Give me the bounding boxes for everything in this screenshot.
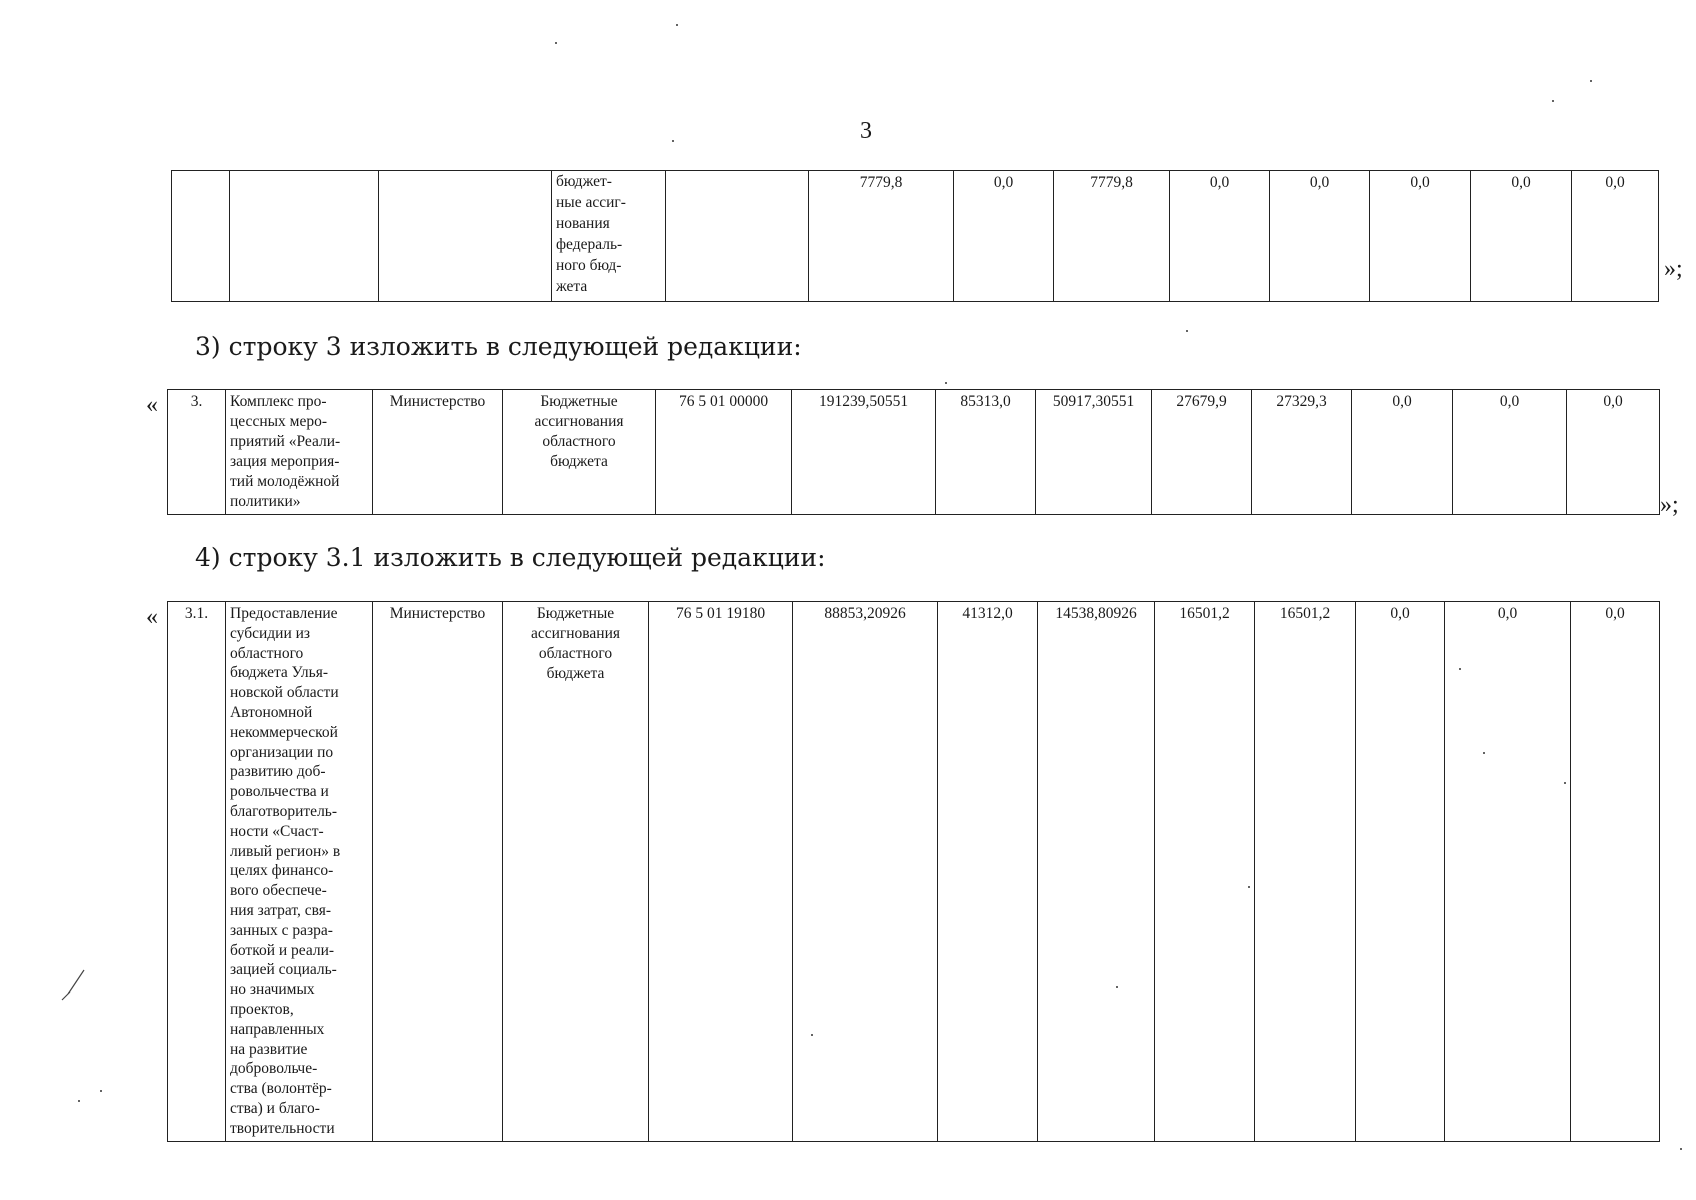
cell-value: 0,0 [1445, 602, 1571, 1142]
cell-value: 85313,0 [936, 390, 1036, 515]
scan-speck [1564, 782, 1566, 784]
cell-name [230, 171, 379, 302]
scan-speck [676, 24, 678, 26]
scan-speck [1552, 100, 1554, 102]
scan-speck [945, 382, 947, 384]
cell-value: 0,0 [1170, 171, 1270, 302]
scan-speck [1680, 1148, 1682, 1150]
instruction-row-3-1: 4) строку 3.1 изложить в следующей редакции: [195, 543, 826, 572]
cell-value: 0,0 [954, 171, 1054, 302]
scan-speck [1483, 752, 1485, 754]
cell-code [666, 171, 809, 302]
cell-value: 0,0 [1453, 390, 1567, 515]
cell-source: Бюджетные ассигнования областного бюджета [503, 602, 649, 1142]
cell-value: 7779,8 [1054, 171, 1170, 302]
cell-value: 0,0 [1471, 171, 1572, 302]
close-quote-top: »; [1664, 256, 1683, 282]
scan-speck [555, 42, 557, 44]
cell-num: 3. [168, 390, 226, 515]
cell-total: 191239,50551 [792, 390, 936, 515]
scan-speck [672, 140, 674, 142]
cell-total: 7779,8 [809, 171, 954, 302]
cell-value: 16501,2 [1155, 602, 1255, 1142]
scan-speck [1590, 80, 1592, 82]
cell-source: Бюджетные ассигнования областного бюджета [503, 390, 656, 515]
cell-code: 76 5 01 00000 [656, 390, 792, 515]
cell-executor [379, 171, 552, 302]
cell-value: 0,0 [1270, 171, 1370, 302]
cell-code: 76 5 01 19180 [649, 602, 793, 1142]
instruction-row-3: 3) строку 3 изложить в следующей редакции: [195, 332, 802, 361]
cell-total: 88853,20926 [793, 602, 938, 1142]
scan-speck [100, 1090, 102, 1092]
cell-value: 14538,80926 [1038, 602, 1155, 1142]
cell-source: бюджет- ные ассиг- нования федераль- ного бюд- жета [552, 171, 666, 302]
scan-speck [1248, 886, 1250, 888]
page-number: 3 [860, 118, 872, 144]
open-quote-row31: « [146, 604, 158, 630]
scan-speck [1116, 986, 1118, 988]
table-row [172, 171, 1659, 302]
cell-value: 0,0 [1572, 171, 1659, 302]
cell-value: 16501,2 [1255, 602, 1356, 1142]
cell-value: 50917,30551 [1036, 390, 1152, 515]
cell-value: 0,0 [1571, 602, 1660, 1142]
cell-num [172, 171, 230, 302]
table-row-3-1 [167, 601, 1660, 1142]
scan-speck [78, 1100, 80, 1102]
scan-speck [811, 1034, 813, 1036]
cell-value: 0,0 [1356, 602, 1445, 1142]
cell-value: 41312,0 [938, 602, 1038, 1142]
cell-value: 27329,3 [1252, 390, 1352, 515]
table-row-3 [167, 389, 1660, 515]
open-quote-row3: « [146, 392, 158, 418]
table-row [168, 390, 1660, 515]
pen-mark-icon [58, 968, 88, 1008]
cell-name: Комплекс про- цессных меро- приятий «Реали- зация мероприя- тий молодёжной политики» [226, 390, 373, 515]
scan-speck [1459, 668, 1461, 670]
table-continuation [171, 170, 1659, 302]
cell-num: 3.1. [168, 602, 226, 1142]
cell-value: 0,0 [1370, 171, 1471, 302]
cell-value: 0,0 [1352, 390, 1453, 515]
cell-name: Предоставление субсидии из областного бюджета Улья- новской области Автономной некоммерческой организации по развитию доб- ровольчества и благотворитель- ности «Счаст- ливый регион» в целях финансо- вого обеспече- ния затрат, свя- занных с разра- боткой и реали- зацией социаль- но значимых проектов, направленных на развитие добровольче- ства (волонтёр- ства) и благо- творительности [226, 602, 373, 1142]
scan-speck [1186, 330, 1188, 332]
table-row [168, 602, 1660, 1142]
close-quote-row3: »; [1660, 492, 1679, 518]
cell-value: 0,0 [1567, 390, 1660, 515]
cell-executor: Министерство [373, 602, 503, 1142]
cell-executor: Министерство [373, 390, 503, 515]
cell-value: 27679,9 [1152, 390, 1252, 515]
